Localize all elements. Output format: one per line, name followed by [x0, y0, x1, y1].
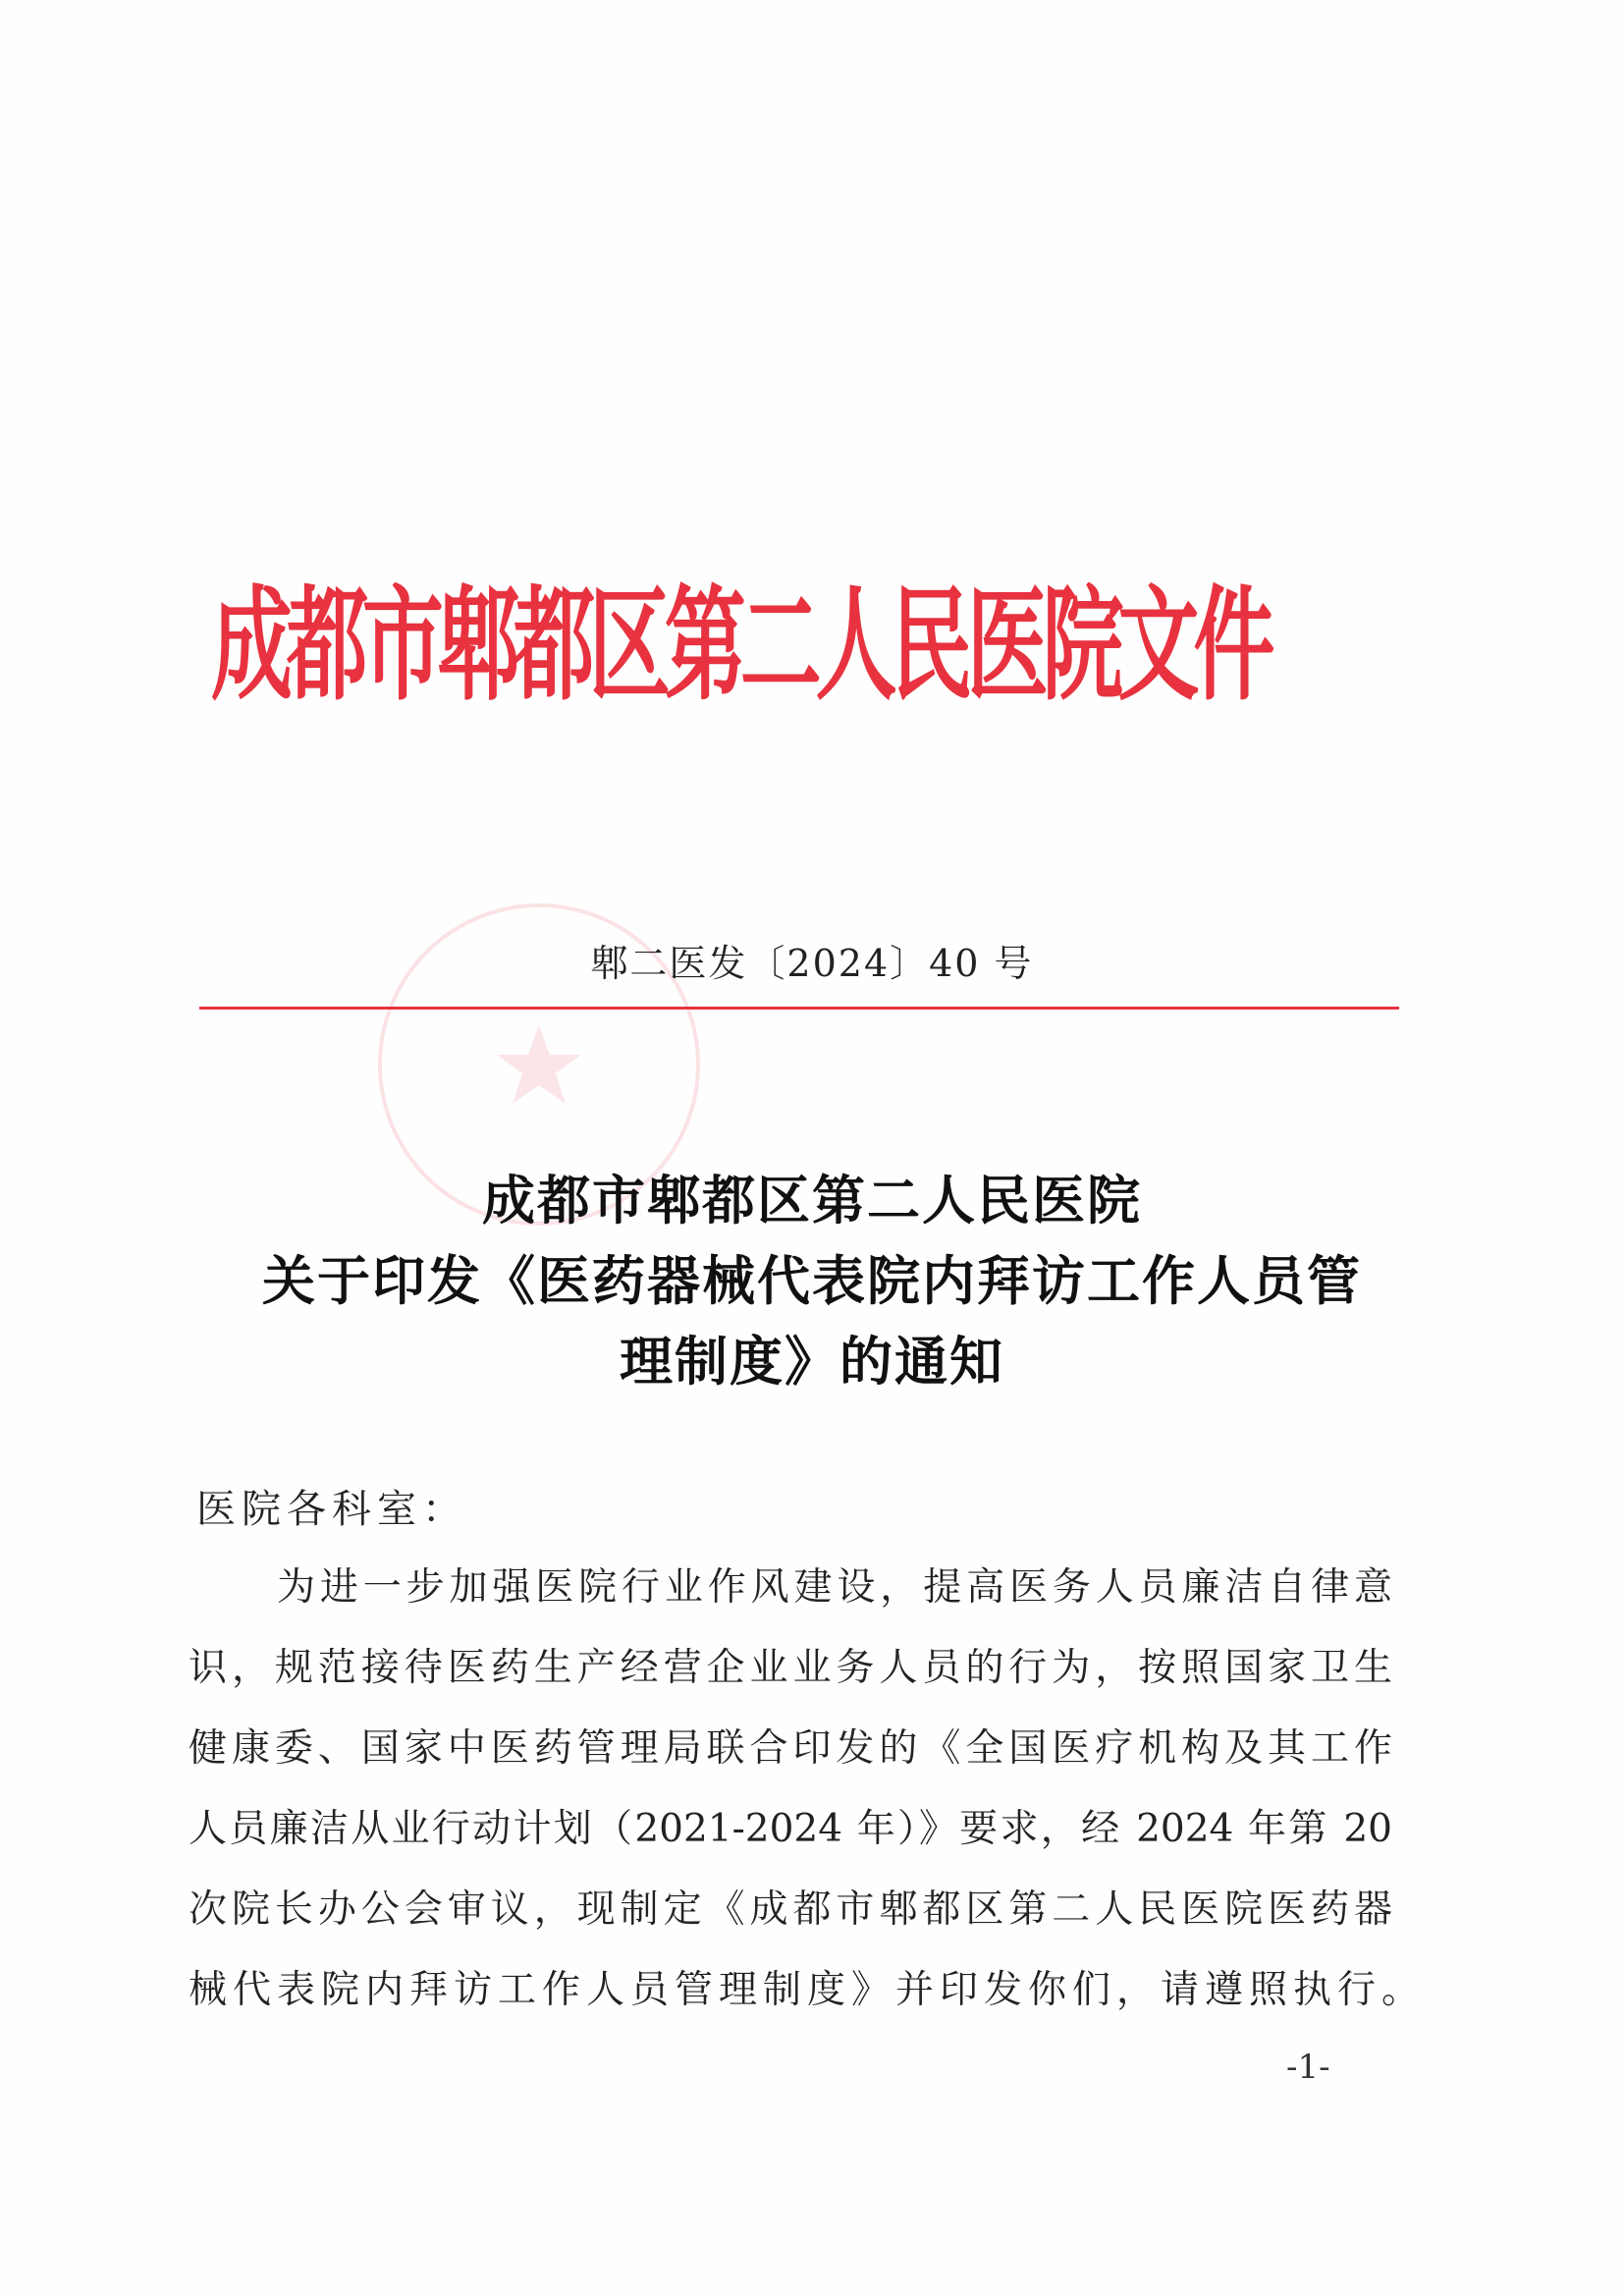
- body-paragraph-line: 为进一步加强医院行业作风建设，提高医务人员廉洁自律意: [277, 1565, 1392, 1610]
- red-divider-line: [199, 1007, 1399, 1010]
- masthead-title: 成都市郫都区第二人民医院文件: [211, 574, 1270, 718]
- document-title-line-1: 成都市郫都区第二人民医院: [482, 1169, 1142, 1231]
- body-paragraph-line: 械代表院内拜访工作人员管理制度》并印发你们，请遵照执行。: [189, 1968, 1427, 2012]
- document-title-line-2: 关于印发《医药器械代表院内拜访工作人员管: [262, 1249, 1362, 1312]
- body-paragraph-line: 健康委、国家中医药管理局联合印发的《全国医疗机构及其工作: [189, 1726, 1392, 1771]
- body-paragraph-line: 次院长办公会审议，现制定《成都市郫都区第二人民医院医药器: [189, 1887, 1392, 1932]
- page-number: -1-: [1286, 2048, 1330, 2087]
- document-title-line-3: 理制度》的通知: [620, 1330, 1004, 1393]
- document-number: 郫二医发〔2024〕40 号: [590, 942, 1034, 985]
- body-paragraph-line: 识，规范接待医药生产经营企业业务人员的行为，按照国家卫生: [189, 1646, 1392, 1690]
- seal-star-icon: [495, 1020, 583, 1109]
- salutation: 医院各科室：: [196, 1487, 467, 1532]
- body-paragraph-line: 人员廉洁从业行动计划（2021-2024 年）》要求，经 2024 年第 20: [189, 1807, 1392, 1851]
